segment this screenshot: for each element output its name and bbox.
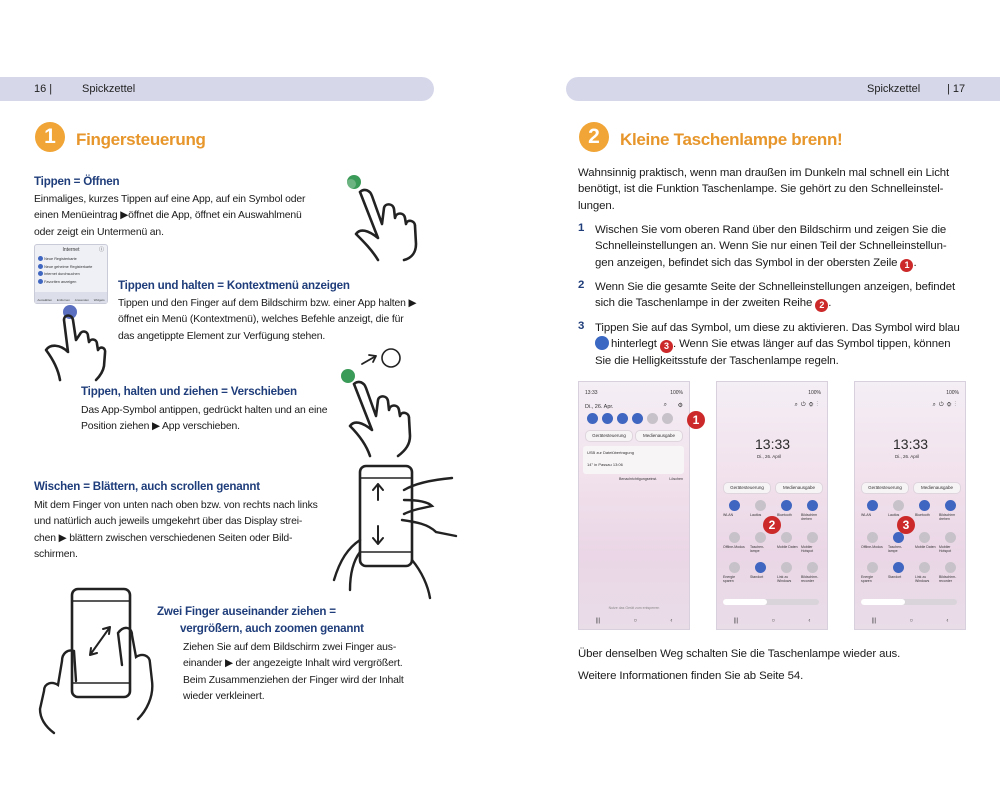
home-icon[interactable]: ○: [633, 618, 638, 624]
phone-screenshot-2: 100% ⌕⏻⚙⋮ 13:33 Di., 26. April Gerätesteuerung Medienausgabe WLAN Lautlos Bluetooth Bildschirm drehen Offline-Modus Taschen-lampe Mobile Daten Mobiler Hotspot Energie sparen Standort Link zu Windows Bildschirm-recorder 2 ||| ○ ‹: [716, 381, 828, 630]
tap-text: Einmaliges, kurzes Tippen auf eine App, auf ein Symbol oder einen Menüeintrag ▶öffnet die App, öffnet ein Auswahlmenü oder zeigt ein Untermenü an.: [34, 194, 306, 238]
notification-settings-link[interactable]: Benachrichtigungseinst.: [619, 477, 658, 481]
callout-badge-2: 2: [815, 299, 828, 312]
swipe-hand-icon: [332, 460, 462, 600]
qs-tile[interactable]: [781, 532, 792, 543]
clock: 13:33: [755, 436, 791, 452]
context-action[interactable]: Anwenden: [74, 298, 89, 302]
callout-2: 2: [763, 516, 781, 534]
section-title-taschenlampe: Kleine Taschenlampe brenn!: [620, 130, 843, 149]
left-running-head: Spickzettel: [82, 83, 136, 95]
qs-tile[interactable]: [729, 532, 740, 543]
hold-text: Tippen und den Finger auf dem Bildschirm bzw. einer App halten ▶ öffnet ein Menü (Kontextmenü), welches Befehle anzeigt, die für das angetippte Element zur Verfügung stehen.: [118, 298, 417, 342]
qs-flashlight-tile-active[interactable]: [893, 532, 904, 543]
step-3-text: Tippen Sie auf das Symbol, um diese zu aktivieren. Das Symbol wird blau hinterlegt 3 . Wenn Sie etwas länger auf das Symbol tippen, können Sie die Helligkeitsstufe der Taschenlampe regeln.: [595, 322, 960, 368]
context-action[interactable]: Entfernen: [56, 298, 70, 302]
brightness-slider[interactable]: [723, 599, 819, 605]
clear-link[interactable]: Löschen: [669, 477, 683, 481]
notification-usb[interactable]: USB zur Dateiübertragung: [587, 450, 634, 455]
media-output-button[interactable]: Medienausgabe: [913, 482, 961, 494]
outro-text-2: Weitere Informationen finden Sie ab Seite 54.: [578, 670, 804, 682]
qs-tile[interactable]: [781, 562, 792, 573]
search-icon[interactable]: ⌕: [663, 402, 667, 408]
right-header-bar: [566, 77, 1000, 101]
toolbar-icons[interactable]: ⌕⏻⚙⋮: [794, 402, 821, 408]
back-icon[interactable]: ‹: [670, 618, 673, 624]
qs-wifi-tile[interactable]: [587, 413, 598, 424]
notification-weather[interactable]: 14° in Passau 13:06: [587, 462, 623, 467]
qs-tile[interactable]: [919, 532, 930, 543]
qs-tile[interactable]: [945, 562, 956, 573]
context-action[interactable]: Widgets: [93, 298, 105, 302]
qs-tile[interactable]: [867, 562, 878, 573]
right-running-head: Spickzettel: [867, 83, 921, 95]
qs-tile[interactable]: [945, 532, 956, 543]
qs-tile[interactable]: [729, 500, 740, 511]
hold-hand-icon: [34, 300, 114, 380]
qs-tile[interactable]: [919, 500, 930, 511]
back-icon[interactable]: ‹: [946, 618, 949, 624]
qs-tile[interactable]: [919, 562, 930, 573]
notification-panel: [583, 446, 684, 474]
tap-title: Tippen = Öffnen: [34, 175, 120, 188]
callout-3: 3: [897, 516, 915, 534]
device-control-button[interactable]: Gerätesteuerung: [861, 482, 909, 494]
section-number-2: 2: [579, 122, 609, 152]
info-icon: ⓘ: [98, 247, 104, 253]
left-page-number: 16 |: [34, 83, 53, 95]
qs-tile[interactable]: [807, 562, 818, 573]
step-number-2: 2: [578, 279, 585, 291]
qs-tile[interactable]: [945, 500, 956, 511]
step-number-1: 1: [578, 222, 585, 234]
phone-screenshot-3: 100% ⌕⏻⚙⋮ 13:33 Di., 26. April Gerätesteuerung Medienausgabe WLAN Lautlos Bluetooth Bildschirm drehen Offline-Modus Taschen-lampe Mobile Daten Mobiler Hotspot Energie sparen Standort Link zu Windows Bildschirm-recorder 3 ||| ○ ‹: [854, 381, 966, 630]
swipe-title: Wischen = Blättern, auch scrollen genannt: [34, 480, 260, 493]
qs-tile[interactable]: [755, 562, 766, 573]
back-icon[interactable]: ‹: [808, 618, 811, 624]
qs-tile[interactable]: [893, 500, 904, 511]
gear-icon[interactable]: ⚙: [677, 403, 683, 409]
left-header-bar: [0, 77, 434, 101]
callout-1: 1: [687, 411, 705, 429]
swipe-text: Mit dem Finger von unten nach oben bzw. von rechts nach links und natürlich auch jeweils umgekehrt über das Display strei- chen ▶ blättern zwischen verschiedenen Seiten oder Bild- schirmen.: [34, 500, 318, 561]
context-action[interactable]: Auswählen: [37, 298, 53, 302]
qs-tile[interactable]: [755, 500, 766, 511]
device-control-button[interactable]: Gerätesteuerung: [723, 482, 771, 494]
home-icon[interactable]: ○: [771, 618, 776, 624]
section-number-1: 1: [35, 122, 65, 152]
flashlight-icon: [595, 336, 609, 350]
qs-sound-tile[interactable]: [602, 413, 613, 424]
brightness-slider[interactable]: [861, 599, 957, 605]
qs-tile[interactable]: [729, 562, 740, 573]
right-page-number: | 17: [947, 83, 966, 95]
context-menu-item[interactable]: Neue Registerkarte: [38, 256, 92, 264]
intro-text: Wahnsinnig praktisch, wenn man draußen im Dunkeln mal schnell ein Licht benötigt, ist die Funktion Taschenlampe. Sie gehört zu den Schnelleinstel- lungen.: [578, 167, 950, 212]
clock: 13:33: [893, 436, 929, 452]
context-menu-title: Internet: [62, 247, 80, 253]
media-output-button[interactable]: Medienausgabe: [635, 430, 683, 442]
qs-tile[interactable]: [867, 500, 878, 511]
qs-bluetooth-tile[interactable]: [617, 413, 628, 424]
recents-icon[interactable]: |||: [595, 618, 601, 624]
context-menu-item[interactable]: Neue geheime Registerkarte: [38, 264, 92, 272]
context-menu-image: [34, 244, 108, 304]
toolbar-icons[interactable]: ⌕⏻⚙⋮: [932, 402, 959, 408]
qs-tile[interactable]: [867, 532, 878, 543]
section-title-fingersteuerung: Fingersteuerung: [76, 130, 206, 149]
qs-flashlight-tile[interactable]: [662, 413, 673, 424]
context-menu-item[interactable]: Favoriten anzeigen: [38, 279, 92, 287]
zoom-hand-icon: [34, 585, 169, 735]
hold-title: Tippen und halten = Kontextmenü anzeigen: [118, 279, 350, 292]
drag-hand-icon: [336, 348, 436, 460]
callout-badge-1: 1: [900, 259, 913, 272]
drag-title: Tippen, halten und ziehen = Verschieben: [81, 385, 297, 398]
phone-screenshot-1: 13:33 100% Di., 26. Apr. ⌕ ⚙ 1 Gerätesteuerung Medienausgabe USB zur Dateiübertragung 14° in Passau 13:06 Benachrichtigungseinst. Löschen Nutze das Gerät zum entsperren ||| ○ ‹: [578, 381, 690, 630]
step-number-3: 3: [578, 320, 585, 332]
context-menu-item[interactable]: Internet durchsuchen: [38, 271, 92, 279]
qs-rotate-tile[interactable]: [632, 413, 643, 424]
drag-text: Das App-Symbol antippen, gedrückt halten und an eine Position ziehen ▶ App verschieben.: [81, 405, 328, 433]
recents-icon[interactable]: |||: [733, 618, 739, 624]
zoom-text: Ziehen Sie auf dem Bildschirm zwei Finger aus- einander ▶ der angezeigte Inhalt wird vergrößert. Beim Zusammenziehen der Finger wird der Inhalt wieder verkleinert.: [183, 642, 404, 703]
tap-hand-icon: [338, 168, 428, 260]
callout-badge-3: 3: [660, 340, 673, 353]
media-output-button[interactable]: Medienausgabe: [775, 482, 823, 494]
zoom-title-line2: vergrößern, auch zoomen genannt: [180, 622, 364, 635]
qs-flashlight-tile[interactable]: [755, 532, 766, 543]
step-2-text: Wenn Sie die gesamte Seite der Schnelleinstellungen anzeigen, befindet sich die Taschenlampe in der zweiten Reihe 2 .: [595, 281, 956, 311]
step-1-text: Wischen Sie vom oberen Rand über den Bildschirm und zeigen Sie die Schnelleinstellungen an. Wenn Sie nur einen Teil der Schnelleinstellun- gen anzeigen, befindet sich das Symbol in der obersten Zeile 1 .: [595, 224, 947, 270]
qs-airplane-tile[interactable]: [647, 413, 658, 424]
zoom-title-line1: Zwei Finger auseinander ziehen =: [157, 605, 336, 618]
device-control-button[interactable]: Gerätesteuerung: [585, 430, 633, 442]
outro-text-1: Über denselben Weg schalten Sie die Taschenlampe wieder aus.: [578, 648, 901, 660]
qs-tile[interactable]: [807, 532, 818, 543]
qs-tile[interactable]: [893, 562, 904, 573]
qs-tile[interactable]: [807, 500, 818, 511]
recents-icon[interactable]: |||: [871, 618, 877, 624]
qs-tile[interactable]: [781, 500, 792, 511]
home-icon[interactable]: ○: [909, 618, 914, 624]
